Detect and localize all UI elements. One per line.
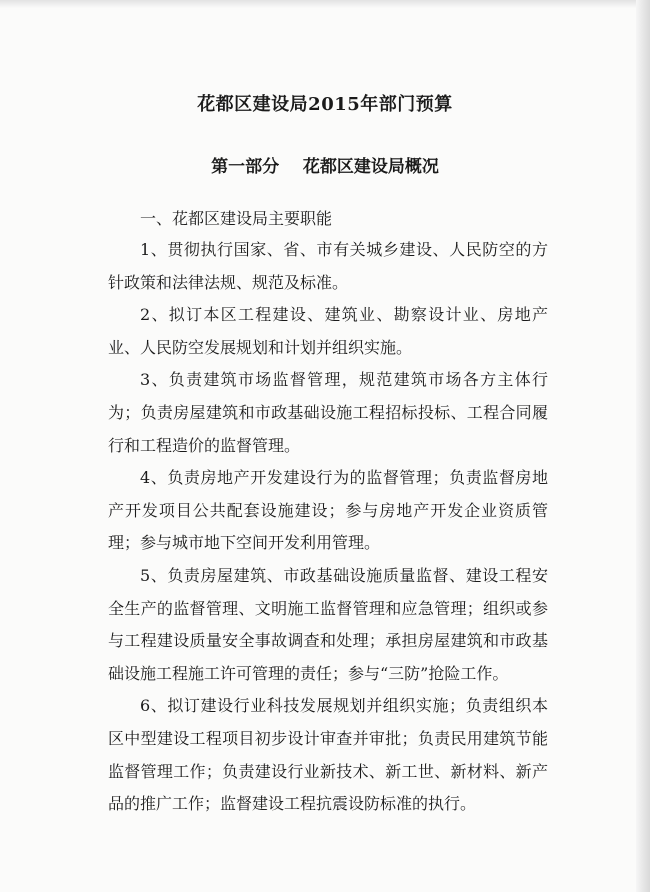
paragraph-6: 6、拟订建设行业科技发展规划并组织实施；负责组织本区中型建设工程项目初步设计审查并审批；负责民用建筑节能监督管理工作；负责建设行业新技术、新工世、新材料、新产品的推广工作；监督建设工程抗震设防标准的执行。 <box>108 696 548 814</box>
scan-edge-top <box>0 0 650 8</box>
paragraph-3: 3、负责建筑市场监督管理，规范建筑市场各方主体行为；负责房屋建筑和市政基础设施工程招标投标、工程合同履行和工程造价的监督管理。 <box>108 370 548 455</box>
paragraph-4: 4、负责房地产开发建设行为的监督管理；负责监督房地产开发项目公共配套设施建设；参与房地产开发企业资质管理；参与城市地下空间开发利用管理。 <box>108 468 548 553</box>
section-heading: 一、花都区建设局主要职能 <box>140 209 333 228</box>
paragraph-5: 5、负责房屋建筑、市政基础设施质量监督、建设工程安全生产的监督管理、文明施工监督管理和应急管理；组织或参与工程建设质量安全事故调查和处理；承担房屋建筑和市政基础设施工程施工许可管理的责任；参与“三防”抢险工作。 <box>108 565 548 683</box>
document-subtitle: 第一部分 花都区建设局概况 <box>211 157 439 177</box>
scan-edge-right <box>636 0 650 892</box>
paragraph-1: 1、贯彻执行国家、省、市有关城乡建设、人民防空的方针政策和法律法规、规范及标准。 <box>108 240 548 292</box>
paragraph-2: 2、拟订本区工程建设、建筑业、勘察设计业、房地产业、人民防空发展规划和计划并组织实施。 <box>108 305 548 357</box>
document-title: 花都区建设局2015年部门预算 <box>197 94 453 115</box>
document-body <box>108 203 548 821</box>
